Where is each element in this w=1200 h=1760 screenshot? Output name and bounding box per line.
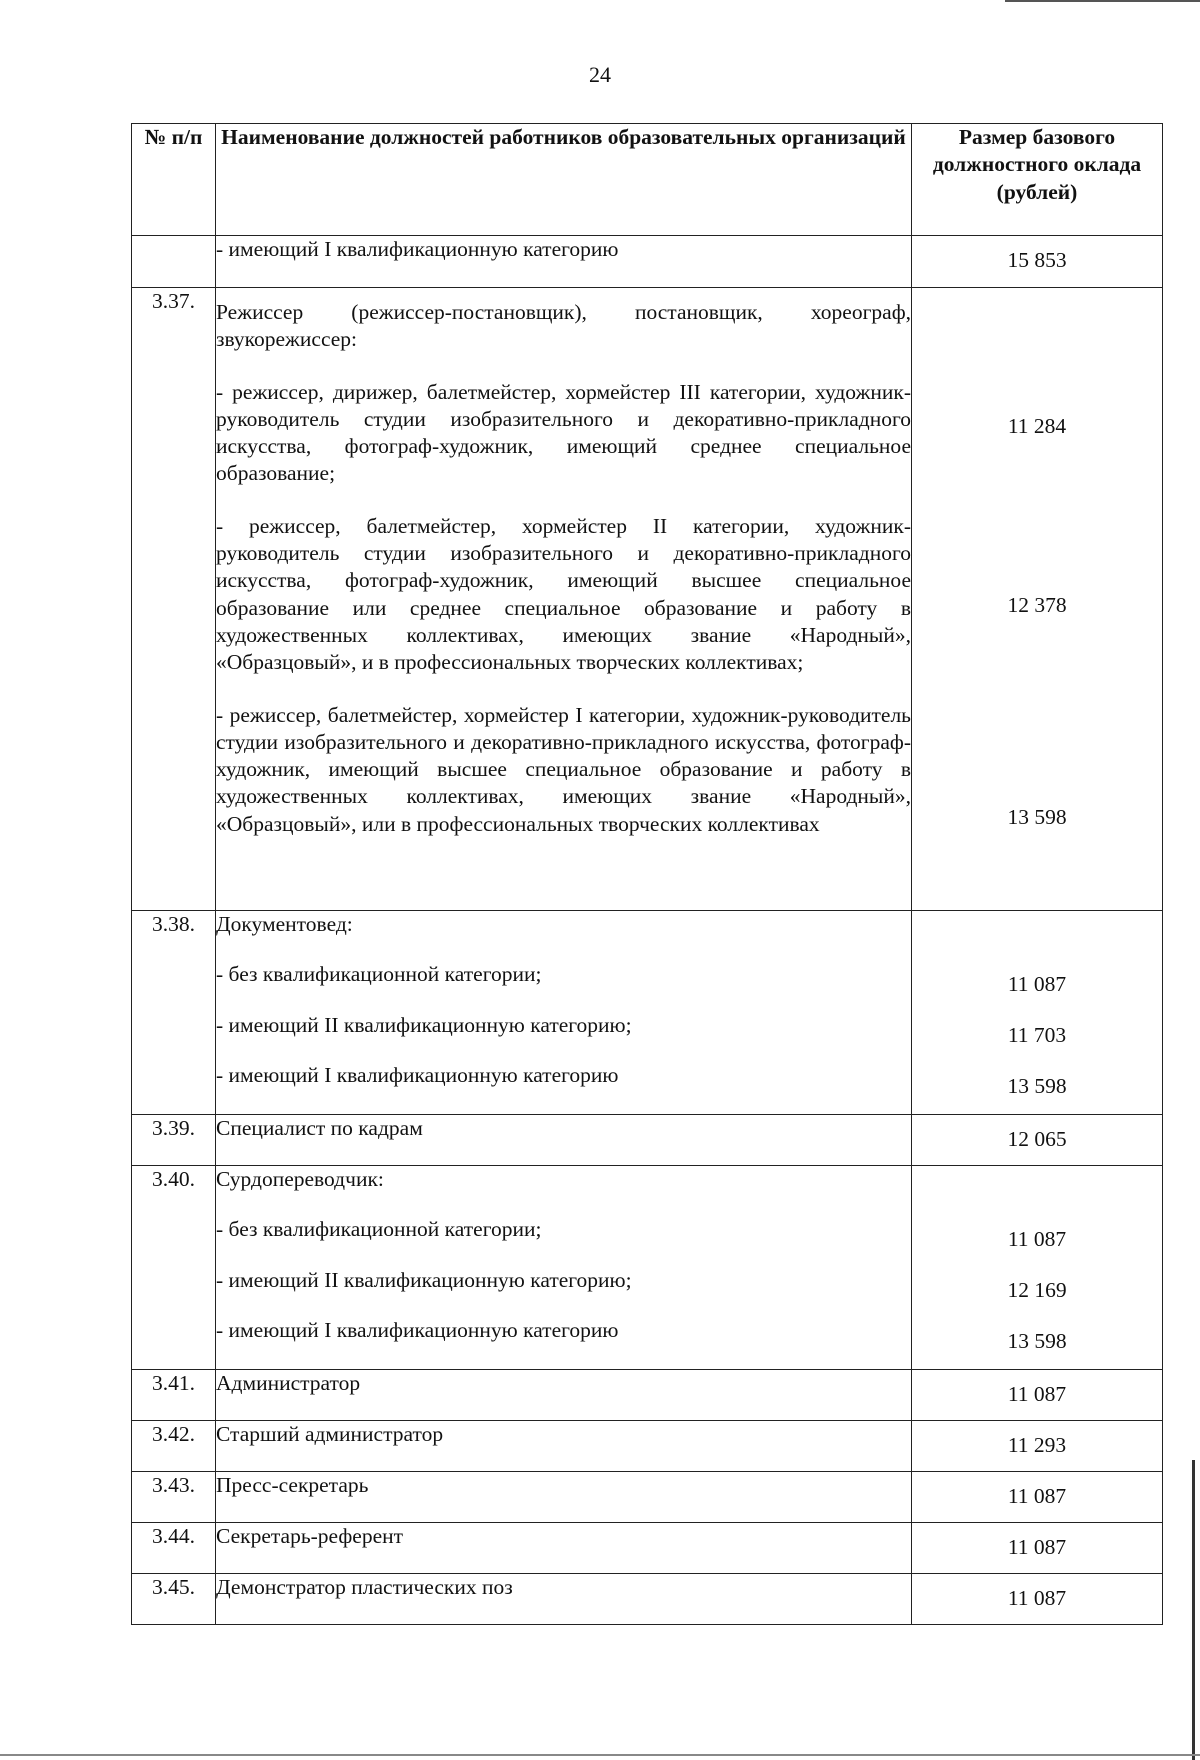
row-salary: 11 087 <box>912 1574 1163 1625</box>
item-text: - имеющий II квалификационную категорию; <box>216 1267 632 1292</box>
header-name: Наименование должностей работников образовательных организаций <box>216 124 912 236</box>
row-name <box>216 1472 912 1523</box>
row-salary: 11 087 <box>912 1472 1163 1523</box>
row-title: Пресс-секретарь <box>216 1473 369 1497</box>
scan-edge-top <box>1005 0 1200 2</box>
row-salary-cell <box>912 288 1163 911</box>
item-text: - режиссер, дирижер, балетмейстер, хормейстер III категории, художник-руководитель студии изобразительного и декоративно-прикладного искусства, фотограф-художник, имеющий среднее специальное образование; <box>216 379 911 486</box>
row-title: Режиссер (режиссер-постановщик), постановщик, хореограф, звукорежиссер: <box>216 300 911 352</box>
row-num: 3.45. <box>132 1574 216 1625</box>
row-salary: 11 293 <box>912 1421 1163 1472</box>
row-salary-cell <box>912 911 1163 1115</box>
item-text: - имеющий I квалификационную категорию <box>216 1317 619 1342</box>
item-text: - имеющий I квалификационную категорию <box>216 1062 619 1087</box>
row-name <box>216 236 912 288</box>
item-salary: 11 284 <box>1007 414 1067 438</box>
row-title: Секретарь-референт <box>216 1524 404 1548</box>
row-num <box>132 236 216 288</box>
table-row <box>132 288 1163 911</box>
table-row <box>132 1370 1163 1421</box>
item-salary: 12 169 <box>1007 1278 1067 1302</box>
row-title: Специалист по кадрам <box>216 1116 423 1140</box>
item-text: - без квалификационной категории; <box>216 962 542 987</box>
row-name <box>216 1574 912 1625</box>
item-salary: 11 703 <box>1007 1023 1067 1047</box>
row-salary: 15 853 <box>912 236 1163 288</box>
row-title: Демонстратор пластических поз <box>216 1575 513 1599</box>
header-salary: Размер базового должностного оклада (рублей) <box>912 124 1163 236</box>
scan-edge-right <box>1192 1460 1195 1760</box>
row-name <box>216 1166 912 1370</box>
item-text: - имеющий II квалификационную категорию; <box>216 1012 632 1037</box>
table-row <box>132 911 1163 1115</box>
row-name <box>216 288 912 911</box>
row-num: 3.44. <box>132 1523 216 1574</box>
salary-table <box>131 123 1163 1625</box>
table-row <box>132 1421 1163 1472</box>
item-text: - имеющий I квалификационную категорию <box>216 237 619 261</box>
item-salary: 12 378 <box>1007 593 1067 617</box>
item-salary: 13 598 <box>1007 1329 1067 1353</box>
item-text: - без квалификационной категории; <box>216 1217 542 1242</box>
item-salary: 13 598 <box>1007 1074 1067 1098</box>
row-salary-cell <box>912 1166 1163 1370</box>
row-salary: 11 087 <box>912 1523 1163 1574</box>
row-title: Сурдопереводчик: <box>216 1167 384 1191</box>
table-row <box>132 1166 1163 1370</box>
row-salary: 11 087 <box>912 1370 1163 1421</box>
item-text: - режиссер, балетмейстер, хормейстер I категории, художник-руководитель студии изобразительного и декоративно-прикладного искусства, фотограф-художник, имеющий высшее специальное образование и работу в художественных коллективах, имеющих звание «Народный», «Образцовый», или в профессиональных творческих коллективах <box>216 702 911 836</box>
row-name <box>216 1523 912 1574</box>
item-text: - режиссер, балетмейстер, хормейстер II категории, художник-руководитель студии изобразительного и декоративно-прикладного искусства, фотограф-художник, имеющий высшее специальное образование или среднее специальное образование и работу в художественных коллективах, имеющих звание «Народный», «Образцовый», и в профессиональных творческих коллективах; <box>216 513 911 675</box>
row-num: 3.43. <box>132 1472 216 1523</box>
row-num: 3.41. <box>132 1370 216 1421</box>
table-row <box>132 1574 1163 1625</box>
header-num: № п/п <box>132 124 216 236</box>
row-num: 3.39. <box>132 1115 216 1166</box>
page-number: 24 <box>589 62 611 87</box>
row-num: 3.38. <box>132 911 216 1115</box>
table-row <box>132 236 1163 288</box>
row-salary: 12 065 <box>912 1115 1163 1166</box>
scan-edge-bottom <box>0 1754 1200 1756</box>
row-name <box>216 1370 912 1421</box>
item-salary: 11 087 <box>1007 1227 1067 1251</box>
row-num: 3.42. <box>132 1421 216 1472</box>
row-num: 3.37. <box>132 288 216 911</box>
item-salary: 13 598 <box>1007 805 1067 829</box>
table-header-row <box>132 124 1163 236</box>
table-row <box>132 1115 1163 1166</box>
table-row <box>132 1472 1163 1523</box>
row-title: Администратор <box>216 1371 361 1395</box>
row-name <box>216 1115 912 1166</box>
row-title: Старший администратор <box>216 1422 444 1446</box>
item-salary: 11 087 <box>1007 972 1067 996</box>
row-name <box>216 1421 912 1472</box>
table-row <box>132 1523 1163 1574</box>
row-num: 3.40. <box>132 1166 216 1370</box>
row-title: Документовед: <box>216 912 353 936</box>
row-name <box>216 911 912 1115</box>
